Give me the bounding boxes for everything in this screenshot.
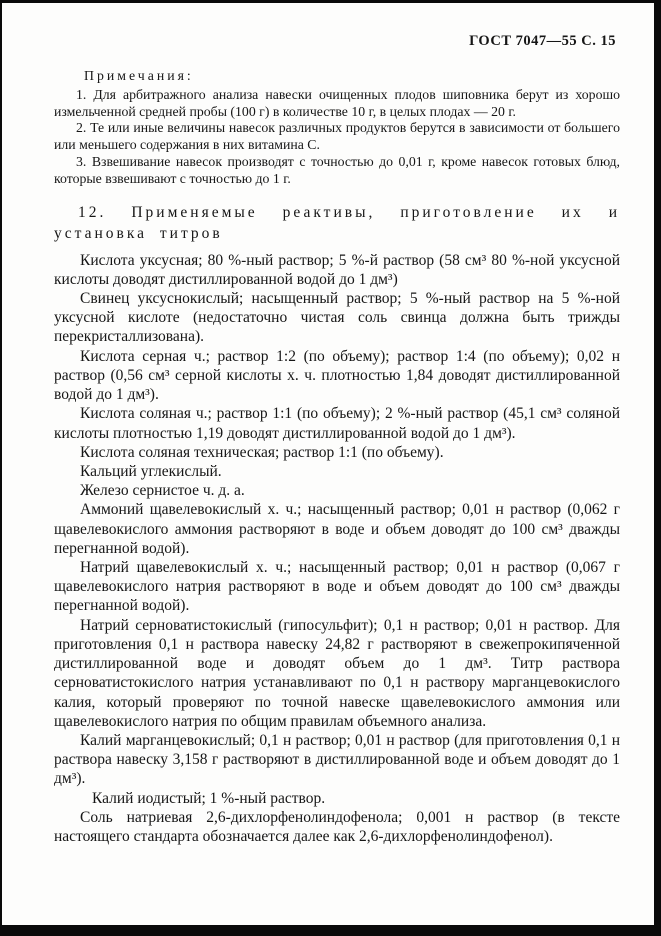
paragraph: Натрий серноватистокислый (гипосульфит); 0,1 н раствор; 0,01 н раствор. Для приготовления 0,1 н раствора навеску 24,82 г растворяют в свежепрокипяченной дистиллированной воде и доводят объем до 1 дм³. Титр раствора серноватистокислого натрия устанавливают по 0,1 н раствору марганцевокислого калия, который проверяют по точной навеске щавелевокислого аммония или щавелевокислого натрия по общим правилам объемного анализа. xyxy=(54,616,620,730)
note-item: 1. Для арбитражного анализа навески очищенных плодов шиповника берут из хорошо измельченной средней пробы (100 г) в количестве 10 г, в целых плодах — 20 г. xyxy=(54,86,620,119)
section-heading: 12. Применяемые реактивы, приготовление их и установка титров xyxy=(54,203,620,243)
paragraph: Кальций углекислый. xyxy=(80,462,222,480)
notes-title: Примечания: xyxy=(84,68,194,83)
paragraph: Кислота соляная техническая; раствор 1:1 (по объему). xyxy=(80,443,444,461)
section-body xyxy=(54,251,620,847)
paragraph: Аммоний щавелевокислый х. ч.; насыщенный раствор; 0,01 н раствор (0,062 г щавелевокислого аммония растворяют в воде и объем доводят до 100 см³ дважды перегнанной водой). xyxy=(54,501,620,557)
paragraph: Кислота серная ч.; раствор 1:2 (по объему); раствор 1:4 (по объему); 0,02 н раствор (0,56 см³ серной кислоты х. ч. плотностью 1,84 доводят дистиллированной водой до 1 дм³). xyxy=(54,347,620,404)
paragraph: Кислота соляная ч.; раствор 1:1 (по объему); 2 %-ный раствор (45,1 см³ соляной кислоты плотностью 1,19 доводят дистиллированной водой до 1 дм³). xyxy=(54,405,620,442)
note-item: 2. Те или иные величины навесок различных продуктов берутся в зависимости от большего или меньшего содержания в них витамина С. xyxy=(54,120,620,153)
notes-block xyxy=(54,68,620,188)
paragraph: Соль натриевая 2,6-дихлорфенолиндофенола; 0,001 н раствор (в тексте настоящего стандарта обозначается далее как 2,6-дихлорфенолиндофенол). xyxy=(54,808,620,846)
paragraph: Натрий щавелевокислый х. ч.; насыщенный раствор; 0,01 н раствор (0,067 г щавелевокислого натрия растворяют в воде и объем доводят до 100 см³ дважды перегнанной водой). xyxy=(54,559,620,615)
paragraph: Калий иодистый; 1 %-ный раствор. xyxy=(92,789,326,807)
note-item: 3. Взвешивание навесок производят с точностью до 0,01 г, кроме навесок готовых блюд, которые взвешивают с точностью до 1 г. xyxy=(54,154,620,186)
paragraph: Свинец уксуснокислый; насыщенный раствор; 5 %-ный раствор на 5 %-ной уксусной кислоте (недостаточно чистая соль свинца должна быть трижды перекристаллизована). xyxy=(54,289,620,346)
paragraph: Железо сернистое ч. д. а. xyxy=(80,482,245,500)
paragraph: Кислота уксусная; 80 %-ный раствор; 5 %-й раствор (58 см³ 80 %-ной уксусной кислоты доводят дистиллированной водой до 1 дм³) xyxy=(54,251,620,288)
gost-header: ГОСТ 7047—55 С. 15 xyxy=(469,33,616,49)
paragraph: Калий марганцевокислый; 0,1 н раствор; 0,01 н раствор (для приготовления 0,1 н раствора навеску 3,158 г растворяют в дистиллированной воде и объем доводят до 1 дм³). xyxy=(54,732,620,788)
